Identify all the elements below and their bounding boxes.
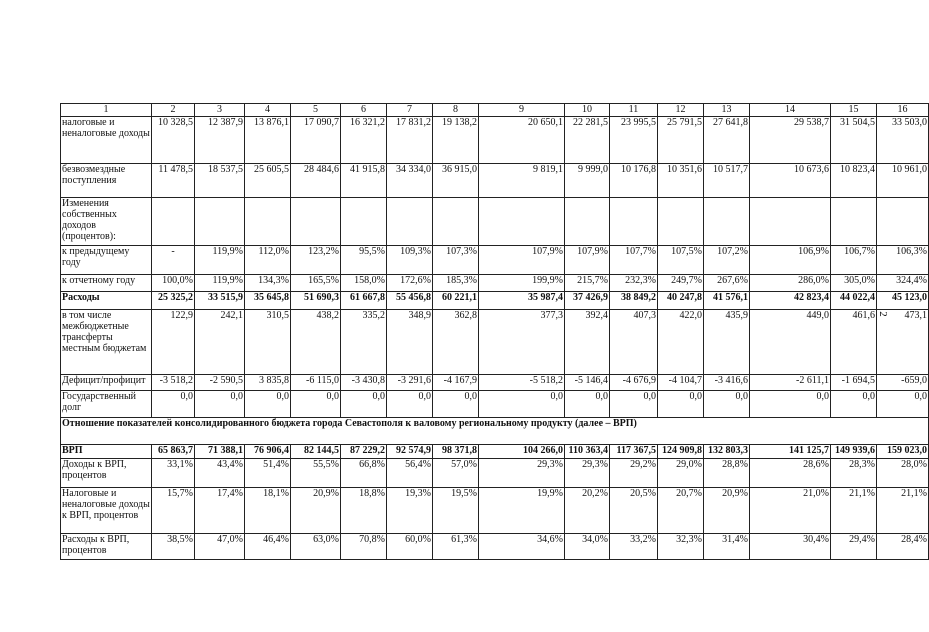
table-cell: 41 915,8 <box>341 164 387 198</box>
table-cell: 21,1% <box>831 488 877 534</box>
table-cell: 107,9% <box>479 246 565 275</box>
table-cell: 112,0% <box>245 246 291 275</box>
header-cell: 8 <box>433 104 479 117</box>
page-number: 2 <box>876 311 889 317</box>
table-cell: 9 819,1 <box>479 164 565 198</box>
table-cell: 107,3% <box>433 246 479 275</box>
table-cell: 98 371,8 <box>433 445 479 459</box>
row-label: Государственный долг <box>61 391 152 418</box>
table-cell: 51 690,3 <box>291 292 341 310</box>
table-cell: 28,8% <box>704 459 750 488</box>
table-cell: 29,3% <box>565 459 610 488</box>
table-cell: 33 503,0 <box>877 117 929 164</box>
table-cell: 10 823,4 <box>831 164 877 198</box>
row-label: налоговые и неналоговые доходы <box>61 117 152 164</box>
header-cell: 2 <box>152 104 195 117</box>
table-row <box>61 246 929 275</box>
table-cell <box>610 198 658 246</box>
row-label: Налоговые и неналоговые доходы к ВРП, процентов <box>61 488 152 534</box>
table-cell: 0,0 <box>195 391 245 418</box>
table-cell: 0,0 <box>152 391 195 418</box>
table-cell <box>291 198 341 246</box>
table-cell: 377,3 <box>479 310 565 375</box>
table-cell: 104 266,0 <box>479 445 565 459</box>
table-cell: 63,0% <box>291 534 341 560</box>
table-cell: 33,1% <box>152 459 195 488</box>
table-cell: 461,6 <box>831 310 877 375</box>
table-cell: 43,4% <box>195 459 245 488</box>
table-cell: -3 416,6 <box>704 375 750 391</box>
table-cell: 19,5% <box>433 488 479 534</box>
table-cell: 10 176,8 <box>610 164 658 198</box>
table-cell: 22 281,5 <box>565 117 610 164</box>
budget-table <box>60 103 929 560</box>
table-cell: 20,9% <box>291 488 341 534</box>
table-cell: 57,0% <box>433 459 479 488</box>
table-cell <box>658 198 704 246</box>
header-cell: 15 <box>831 104 877 117</box>
header-cell: 9 <box>479 104 565 117</box>
table-cell: 10 673,6 <box>750 164 831 198</box>
row-label: Изменения собственных доходов (процентов): <box>61 198 152 246</box>
header-cell: 14 <box>750 104 831 117</box>
table-cell: 29,2% <box>610 459 658 488</box>
table-cell: 76 906,4 <box>245 445 291 459</box>
footer-rule <box>383 559 525 560</box>
table-cell: 23 995,5 <box>610 117 658 164</box>
table-cell: 199,9% <box>479 275 565 292</box>
table-cell: 28,3% <box>831 459 877 488</box>
table-cell: 392,4 <box>565 310 610 375</box>
table-cell <box>387 198 433 246</box>
table-cell: 106,9% <box>750 246 831 275</box>
table-cell: 438,2 <box>291 310 341 375</box>
row-label: Доходы к ВРП, процентов <box>61 459 152 488</box>
header-cell: 6 <box>341 104 387 117</box>
header-cell: 5 <box>291 104 341 117</box>
table-cell: 35 987,4 <box>479 292 565 310</box>
table-cell: 15,7% <box>152 488 195 534</box>
table-cell: 324,4% <box>877 275 929 292</box>
header-cell: 16 <box>877 104 929 117</box>
table-cell <box>152 198 195 246</box>
section-title: Отношение показателей консолидированного бюджета города Севастополя к валовому региональному продукту (далее – ВРП) <box>61 418 929 445</box>
table-cell: 107,2% <box>704 246 750 275</box>
table-cell: 60 221,1 <box>433 292 479 310</box>
table-cell: 19,9% <box>479 488 565 534</box>
table-cell: 123,2% <box>291 246 341 275</box>
table-cell: 10 351,6 <box>658 164 704 198</box>
table-cell <box>341 198 387 246</box>
table-cell: 165,5% <box>291 275 341 292</box>
table-cell: 422,0 <box>658 310 704 375</box>
table-cell: 0,0 <box>479 391 565 418</box>
table-cell: 31 504,5 <box>831 117 877 164</box>
table-cell: 10 517,7 <box>704 164 750 198</box>
table-cell: 71 388,1 <box>195 445 245 459</box>
table-cell: 17,4% <box>195 488 245 534</box>
table-cell: -3 518,2 <box>152 375 195 391</box>
table-cell: 30,4% <box>750 534 831 560</box>
table-row <box>61 488 929 534</box>
table-cell: 20,7% <box>658 488 704 534</box>
table-cell: 232,3% <box>610 275 658 292</box>
table-cell: 119,9% <box>195 275 245 292</box>
table-cell: 305,0% <box>831 275 877 292</box>
table-cell <box>565 198 610 246</box>
table-cell: 107,9% <box>565 246 610 275</box>
table-cell: 110 363,4 <box>565 445 610 459</box>
table-cell: 56,4% <box>387 459 433 488</box>
table-cell: 141 125,7 <box>750 445 831 459</box>
table-cell: 38 849,2 <box>610 292 658 310</box>
table-row <box>61 375 929 391</box>
table-cell: 61,3% <box>433 534 479 560</box>
table-cell: -5 518,2 <box>479 375 565 391</box>
table-cell <box>831 198 877 246</box>
table-cell: 124 909,8 <box>658 445 704 459</box>
table-cell <box>704 198 750 246</box>
table-cell: 20,2% <box>565 488 610 534</box>
table-row <box>61 292 929 310</box>
table-row <box>61 459 929 488</box>
table-cell: 286,0% <box>750 275 831 292</box>
table-cell: 28,0% <box>877 459 929 488</box>
table-cell: 134,3% <box>245 275 291 292</box>
table-cell: 25 605,5 <box>245 164 291 198</box>
header-cell: 12 <box>658 104 704 117</box>
table-cell: 407,3 <box>610 310 658 375</box>
table-cell: 25 791,5 <box>658 117 704 164</box>
table-cell: 46,4% <box>245 534 291 560</box>
table-cell: 0,0 <box>610 391 658 418</box>
header-cell: 1 <box>61 104 152 117</box>
table-row <box>61 275 929 292</box>
table-cell: 0,0 <box>433 391 479 418</box>
table-cell: 149 939,6 <box>831 445 877 459</box>
table-cell: 34,6% <box>479 534 565 560</box>
table-cell: 473,1 <box>877 310 929 375</box>
table-cell: 35 645,8 <box>245 292 291 310</box>
table-cell: 0,0 <box>831 391 877 418</box>
table-cell <box>245 198 291 246</box>
header-cell: 7 <box>387 104 433 117</box>
table-cell: 0,0 <box>291 391 341 418</box>
table-cell: 36 915,0 <box>433 164 479 198</box>
table-cell: 37 426,9 <box>565 292 610 310</box>
table-cell: 45 123,0 <box>877 292 929 310</box>
table-cell: -4 676,9 <box>610 375 658 391</box>
table-cell: 55 456,8 <box>387 292 433 310</box>
row-label: к отчетному году <box>61 275 152 292</box>
table-cell: 0,0 <box>877 391 929 418</box>
table-cell: 18,1% <box>245 488 291 534</box>
table-cell: 185,3% <box>433 275 479 292</box>
table-cell: 19 138,2 <box>433 117 479 164</box>
table-cell: 10 328,5 <box>152 117 195 164</box>
table-cell: 61 667,8 <box>341 292 387 310</box>
table-cell: 25 325,2 <box>152 292 195 310</box>
table-cell: 87 229,2 <box>341 445 387 459</box>
row-label: Дефицит/профицит <box>61 375 152 391</box>
table-cell: 107,7% <box>610 246 658 275</box>
table-cell: 33 515,9 <box>195 292 245 310</box>
table-cell: 44 022,4 <box>831 292 877 310</box>
table-cell: 449,0 <box>750 310 831 375</box>
table-cell: - <box>152 246 195 275</box>
row-label: Расходы к ВРП, процентов <box>61 534 152 560</box>
table-cell: 132 803,3 <box>704 445 750 459</box>
table-cell: 12 387,9 <box>195 117 245 164</box>
table-cell: 29,0% <box>658 459 704 488</box>
table-cell: 0,0 <box>565 391 610 418</box>
table-cell: 106,3% <box>877 246 929 275</box>
table-cell: 0,0 <box>658 391 704 418</box>
table-cell: 33,2% <box>610 534 658 560</box>
table-cell: 51,4% <box>245 459 291 488</box>
table-cell: 29,3% <box>479 459 565 488</box>
table-row <box>61 391 929 418</box>
table-cell: 267,6% <box>704 275 750 292</box>
table-row <box>61 117 929 164</box>
table-cell: -3 430,8 <box>341 375 387 391</box>
table-cell: 13 876,1 <box>245 117 291 164</box>
table-cell: 106,7% <box>831 246 877 275</box>
table-cell: 95,5% <box>341 246 387 275</box>
table-cell: 28,6% <box>750 459 831 488</box>
table-cell: 34,0% <box>565 534 610 560</box>
table-cell: 9 999,0 <box>565 164 610 198</box>
table-cell: 18 537,5 <box>195 164 245 198</box>
table-cell: 20,5% <box>610 488 658 534</box>
table-cell: 242,1 <box>195 310 245 375</box>
table-cell <box>479 198 565 246</box>
table-cell: 11 478,5 <box>152 164 195 198</box>
table-cell: 159 023,0 <box>877 445 929 459</box>
table-cell: 0,0 <box>750 391 831 418</box>
table-cell: 16 321,2 <box>341 117 387 164</box>
table-cell: 0,0 <box>704 391 750 418</box>
table-cell: 0,0 <box>341 391 387 418</box>
table-cell: 20 650,1 <box>479 117 565 164</box>
table-cell: 158,0% <box>341 275 387 292</box>
table-cell: 100,0% <box>152 275 195 292</box>
table-cell: -2 590,5 <box>195 375 245 391</box>
row-label: ВРП <box>61 445 152 459</box>
table-cell: 27 641,8 <box>704 117 750 164</box>
header-cell: 3 <box>195 104 245 117</box>
table-cell: 172,6% <box>387 275 433 292</box>
table-cell: 310,5 <box>245 310 291 375</box>
table-cell: 21,1% <box>877 488 929 534</box>
table-cell: 92 574,9 <box>387 445 433 459</box>
section-row <box>61 418 929 445</box>
table-cell: -659,0 <box>877 375 929 391</box>
table-cell: 21,0% <box>750 488 831 534</box>
table-cell: -4 104,7 <box>658 375 704 391</box>
header-cell: 13 <box>704 104 750 117</box>
table-cell: 82 144,5 <box>291 445 341 459</box>
table-cell: -3 291,6 <box>387 375 433 391</box>
table-row <box>61 310 929 375</box>
table-cell: 435,9 <box>704 310 750 375</box>
table-row <box>61 445 929 459</box>
row-label: к предыдущему году <box>61 246 152 275</box>
table-cell: 55,5% <box>291 459 341 488</box>
table-cell <box>195 198 245 246</box>
table-cell: 119,9% <box>195 246 245 275</box>
table-cell: 17 831,2 <box>387 117 433 164</box>
table-cell: 28,4% <box>877 534 929 560</box>
table-cell: 70,8% <box>341 534 387 560</box>
table-cell: 362,8 <box>433 310 479 375</box>
header-cell: 10 <box>565 104 610 117</box>
table-cell: 47,0% <box>195 534 245 560</box>
table-cell: 34 334,0 <box>387 164 433 198</box>
table-cell: 10 961,0 <box>877 164 929 198</box>
table-row <box>61 164 929 198</box>
table-cell: 335,2 <box>341 310 387 375</box>
table-cell: -6 115,0 <box>291 375 341 391</box>
table-cell: 117 367,5 <box>610 445 658 459</box>
table-cell: 42 823,4 <box>750 292 831 310</box>
table-cell: 29 538,7 <box>750 117 831 164</box>
table-cell: 18,8% <box>341 488 387 534</box>
table-cell: -2 611,1 <box>750 375 831 391</box>
table-cell: 29,4% <box>831 534 877 560</box>
table-cell: 3 835,8 <box>245 375 291 391</box>
row-label: безвозмездные поступления <box>61 164 152 198</box>
header-row <box>61 104 929 117</box>
table-cell: 31,4% <box>704 534 750 560</box>
table-cell: 41 576,1 <box>704 292 750 310</box>
header-cell: 11 <box>610 104 658 117</box>
table-cell: 19,3% <box>387 488 433 534</box>
table-cell: 40 247,8 <box>658 292 704 310</box>
table-cell: 122,9 <box>152 310 195 375</box>
table-cell: 65 863,7 <box>152 445 195 459</box>
table-cell: -1 694,5 <box>831 375 877 391</box>
table-cell: 32,3% <box>658 534 704 560</box>
table-cell: 38,5% <box>152 534 195 560</box>
table-cell: -4 167,9 <box>433 375 479 391</box>
table-cell: 107,5% <box>658 246 704 275</box>
table-cell: 66,8% <box>341 459 387 488</box>
table-cell: 20,9% <box>704 488 750 534</box>
table-cell: 215,7% <box>565 275 610 292</box>
table-cell: 28 484,6 <box>291 164 341 198</box>
table-cell <box>433 198 479 246</box>
table-cell: 348,9 <box>387 310 433 375</box>
table-cell <box>877 198 929 246</box>
table-cell <box>750 198 831 246</box>
table-row <box>61 534 929 560</box>
table-cell: 249,7% <box>658 275 704 292</box>
table-cell: 60,0% <box>387 534 433 560</box>
table-cell: 109,3% <box>387 246 433 275</box>
header-cell: 4 <box>245 104 291 117</box>
table-row <box>61 198 929 246</box>
row-label: в том числе межбюджетные трансферты местным бюджетам <box>61 310 152 375</box>
table-cell: 0,0 <box>387 391 433 418</box>
table-cell: 17 090,7 <box>291 117 341 164</box>
table-cell: -5 146,4 <box>565 375 610 391</box>
row-label: Расходы <box>61 292 152 310</box>
table-cell: 0,0 <box>245 391 291 418</box>
